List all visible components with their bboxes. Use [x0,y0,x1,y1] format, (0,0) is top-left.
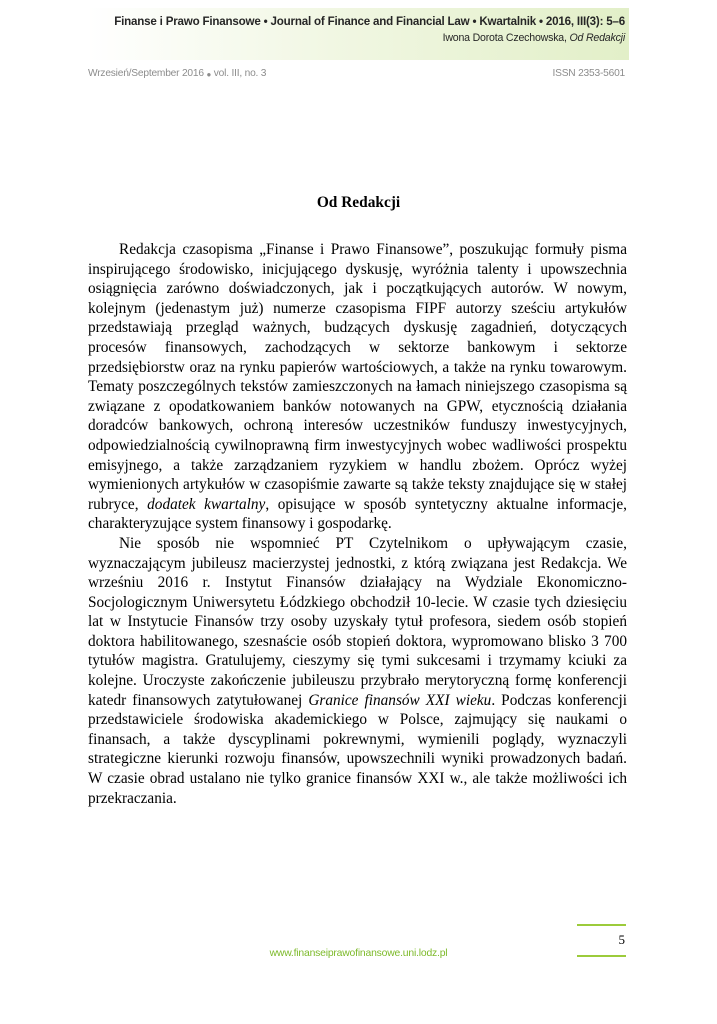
journal-header-line: Finanse i Prawo Finansowe • Journal of Finance and Financial Law • Kwartalnik • 2016, III(3): 5–6 [114,15,625,28]
header-author: Iwona Dorota Czechowska, [442,32,567,44]
issue-info [88,68,266,79]
paragraph-2-italic: Granice finansów XXI wieku [308,691,492,709]
paragraph-2 [88,534,627,808]
footer-rule-top [577,924,626,926]
issue-date: Wrzesień/September 2016 [88,68,204,79]
page-number: 5 [618,932,625,947]
header-section: Od Redakcji [569,32,625,44]
paragraph-2-text-b: . Podczas konferencji przedstawiciele środowiska akademickiego w Polsce, zajmujący się naukami o finansach, a także dyscyplinami pokrewnymi, wymienili poglądy, wyznaczyli strategiczne kierunki rozwoju finansów, upowszechnili wyniki prowadzonych badań. W czasie obrad ustalano nie tylko granice finansów XXI w., ale także możliwości ich przekraczania. [88,691,628,807]
issue-volume: vol. III, no. 3 [213,68,267,79]
paragraph-1-text-b: , opisujące w sposób syntetyczny aktualne informacje, charakteryzujące system finansowy i gospodarkę. [88,495,627,533]
paragraph-1-italic: dodatek kwartalny [147,495,266,513]
paragraph-1 [88,240,627,534]
journal-url-link[interactable]: www.finanseiprawofinansowe.uni.lodz.pl [269,948,448,959]
author-section-line [443,32,625,44]
paragraph-1-text-a: Redakcja czasopisma „Finanse i Prawo Finansowe”, poszukując formuły pisma inspirującego środowisko, inicjującego dyskusję, wyróżnia talenty i upowszechnia osiągnięcia zarówno doświadczonych, jak i początkujących autorów. W nowym, kolejnym (jedenastym już) numerze czasopisma FIPF autorzy sześciu artykułów przedstawiają przegląd ważnych, budzących dyskusję zagadnień, dotyczących procesów finansowych, zachodzących w sektorze bankowym i sektorze przedsiębiorstw oraz na rynku papierów wartościowych, a także na rynku towarowym. Tematy poszczególnych tekstów zamieszczonych na łamach niniejszego czasopisma są związane z opodatkowaniem banków notowanych na GPW, etycznością działania doradców bankowych, ochroną interesów uczestników funduszy inwestycyjnych, odpowiedzialnością cywilnoprawną firm inwestycyjnych wobec wadliwości prospektu emisyjnego, a także zarządzaniem ryzykiem w handlu zbożem. Oprócz wyżej wymienionych artykułów w czasopiśmie zawarte są także teksty znajdujące się w stałej rubryce, [88,241,627,513]
article-body [88,240,627,808]
paragraph-2-text-a: Nie sposób nie wspomnieć PT Czytelnikom o upływającym czasie, wyznaczającym jubileusz macierzystej jednostki, z którą związana jest Redakcja. We wrześniu 2016 r. Instytut Finansów działający na Wydziale Ekonomiczno-Socjologicznym Uniwersytetu Łódzkiego obchodził 10-lecie. W czasie tych dziesięciu lat w Instytucie Finansów trzy osoby uzyskały tytuł profesora, siedem osób stopień doktora habilitowanego, szesnaście osób stopień doktora, wypromowano blisko 3 700 tytułów magistra. Gratulujemy, cieszymy się tymi sukcesami i trzymamy kciuki za kolejne. Uroczyste zakończenie jubileuszu przybrało merytoryczną formę konferencji katedr finansowych zatytułowanej [88,534,627,709]
bullet-separator: ● [206,70,212,79]
issn: ISSN 2353-5601 [552,68,625,79]
article-title: Od Redakcji [316,194,401,211]
